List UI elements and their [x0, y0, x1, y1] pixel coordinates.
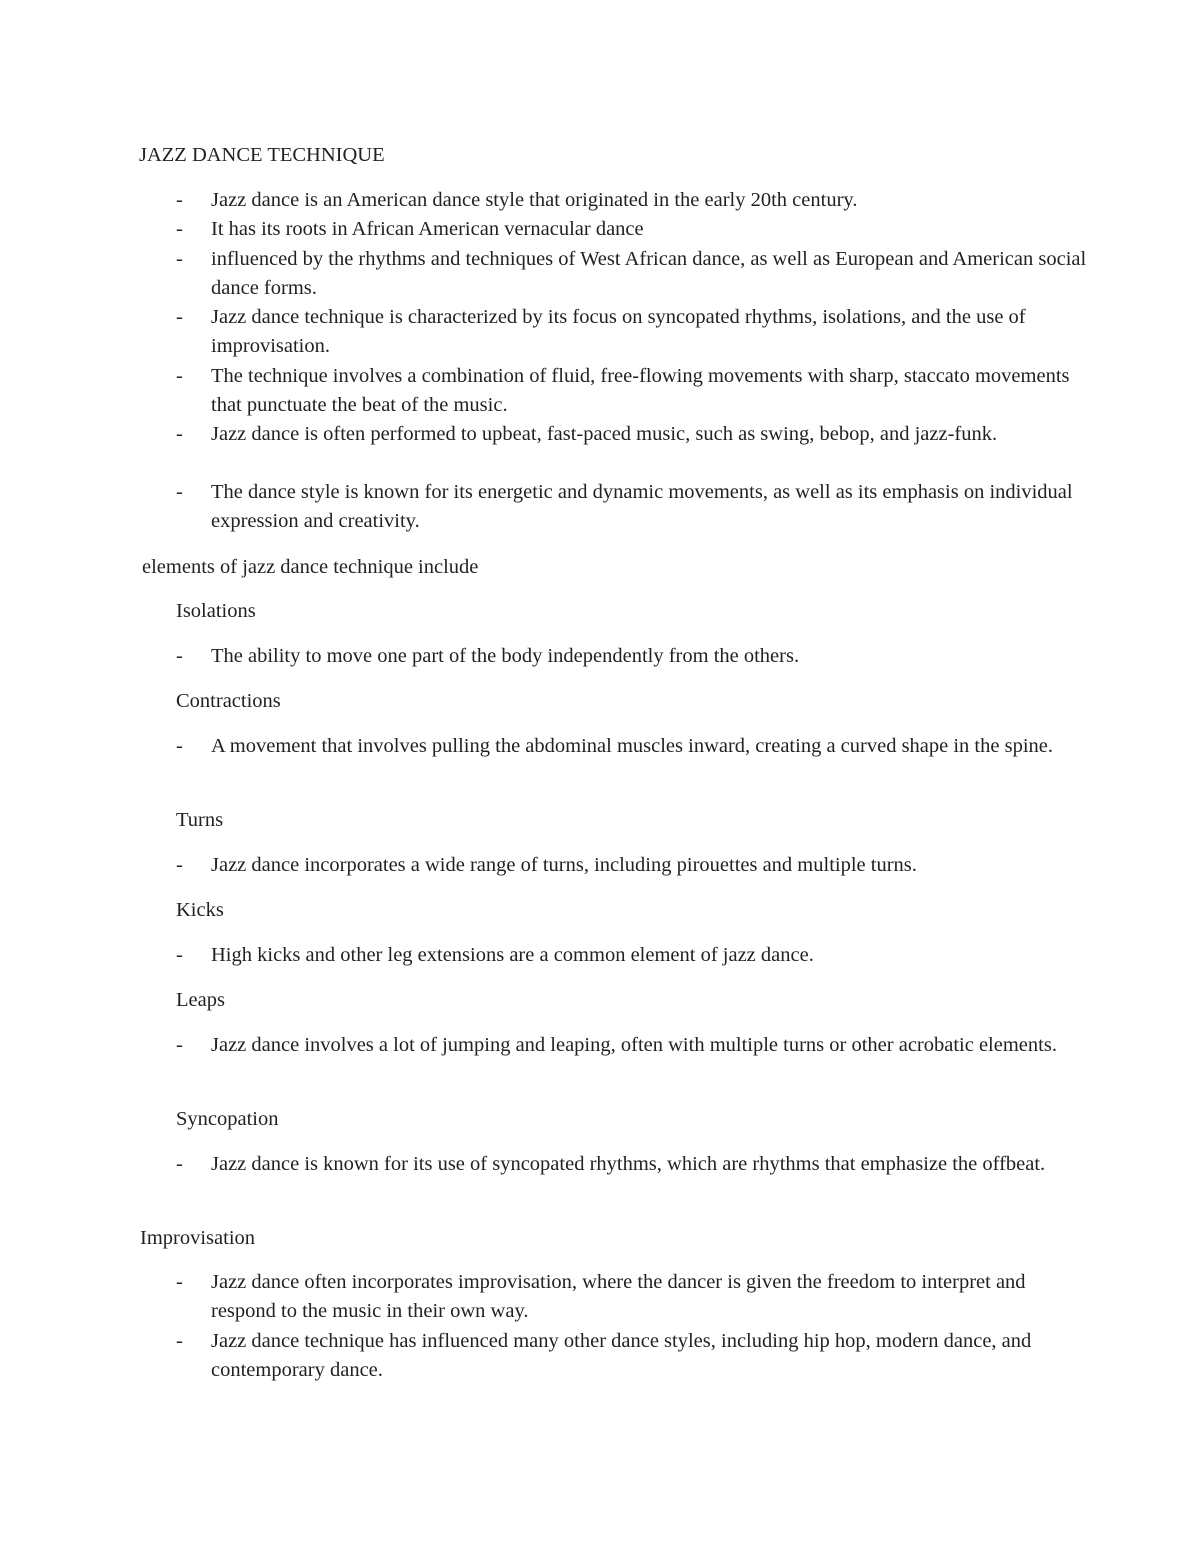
elements-heading: elements of jazz dance technique include	[142, 556, 479, 578]
bullet-dash: -	[176, 306, 183, 328]
list-item: The ability to move one part of the body independently from the others.	[211, 645, 800, 667]
improvisation-heading: Improvisation	[140, 1227, 256, 1249]
list-item: Jazz dance is known for its use of syncopated rhythms, which are rhythms that emphasize the offbeat.	[211, 1153, 1046, 1175]
list-item: Jazz dance is often performed to upbeat, fast-paced music, such as swing, bebop, and jazz-funk.	[211, 423, 998, 445]
list-item: A movement that involves pulling the abdominal muscles inward, creating a curved shape in the spine.	[211, 735, 1054, 757]
list-item: Jazz dance involves a lot of jumping and leaping, often with multiple turns or other acrobatic elements.	[211, 1034, 1057, 1056]
list-item: Jazz dance is an American dance style that originated in the early 20th century.	[211, 189, 858, 211]
element-name-contractions: Contractions	[176, 690, 281, 712]
bullet-dash: -	[176, 423, 183, 445]
element-name-turns: Turns	[176, 809, 224, 831]
element-name-isolations: Isolations	[176, 600, 256, 622]
element-name-leaps: Leaps	[176, 989, 225, 1011]
bullet-dash: -	[176, 944, 183, 966]
bullet-dash: -	[176, 645, 183, 667]
list-item: High kicks and other leg extensions are a common element of jazz dance.	[211, 944, 814, 966]
list-item: The dance style is known for its energetic and dynamic movements, as well as its emphasis on individual expression and creativity.	[211, 481, 1073, 533]
list-item: Jazz dance incorporates a wide range of turns, including pirouettes and multiple turns.	[211, 854, 917, 876]
bullet-dash: -	[176, 1271, 183, 1293]
bullet-dash: -	[176, 1153, 183, 1175]
list-item: Jazz dance often incorporates improvisation, where the dancer is given the freedom to interpret and respond to the music in their own way.	[211, 1271, 1026, 1323]
bullet-dash: -	[176, 218, 183, 240]
bullet-dash: -	[176, 365, 183, 387]
bullet-dash: -	[176, 248, 183, 270]
list-item: It has its roots in African American vernacular dance	[211, 218, 644, 240]
list-item: influenced by the rhythms and techniques of West African dance, as well as European and American social dance forms.	[211, 248, 1087, 300]
element-name-syncopation: Syncopation	[176, 1108, 279, 1130]
list-item: Jazz dance technique has influenced many other dance styles, including hip hop, modern dance, and contemporary dance.	[211, 1330, 1032, 1382]
bullet-dash: -	[176, 481, 183, 503]
list-item: Jazz dance technique is characterized by its focus on syncopated rhythms, isolations, and the use of improvisation.	[211, 306, 1026, 358]
bullet-dash: -	[176, 735, 183, 757]
bullet-dash: -	[176, 1034, 183, 1056]
bullet-dash: -	[176, 189, 183, 211]
bullet-dash: -	[176, 854, 183, 876]
list-item: The technique involves a combination of fluid, free-flowing movements with sharp, staccato movements that punctuate the beat of the music.	[211, 365, 1070, 417]
bullet-dash: -	[176, 1330, 183, 1352]
element-name-kicks: Kicks	[176, 899, 224, 921]
document-title: JAZZ DANCE TECHNIQUE	[139, 144, 385, 166]
